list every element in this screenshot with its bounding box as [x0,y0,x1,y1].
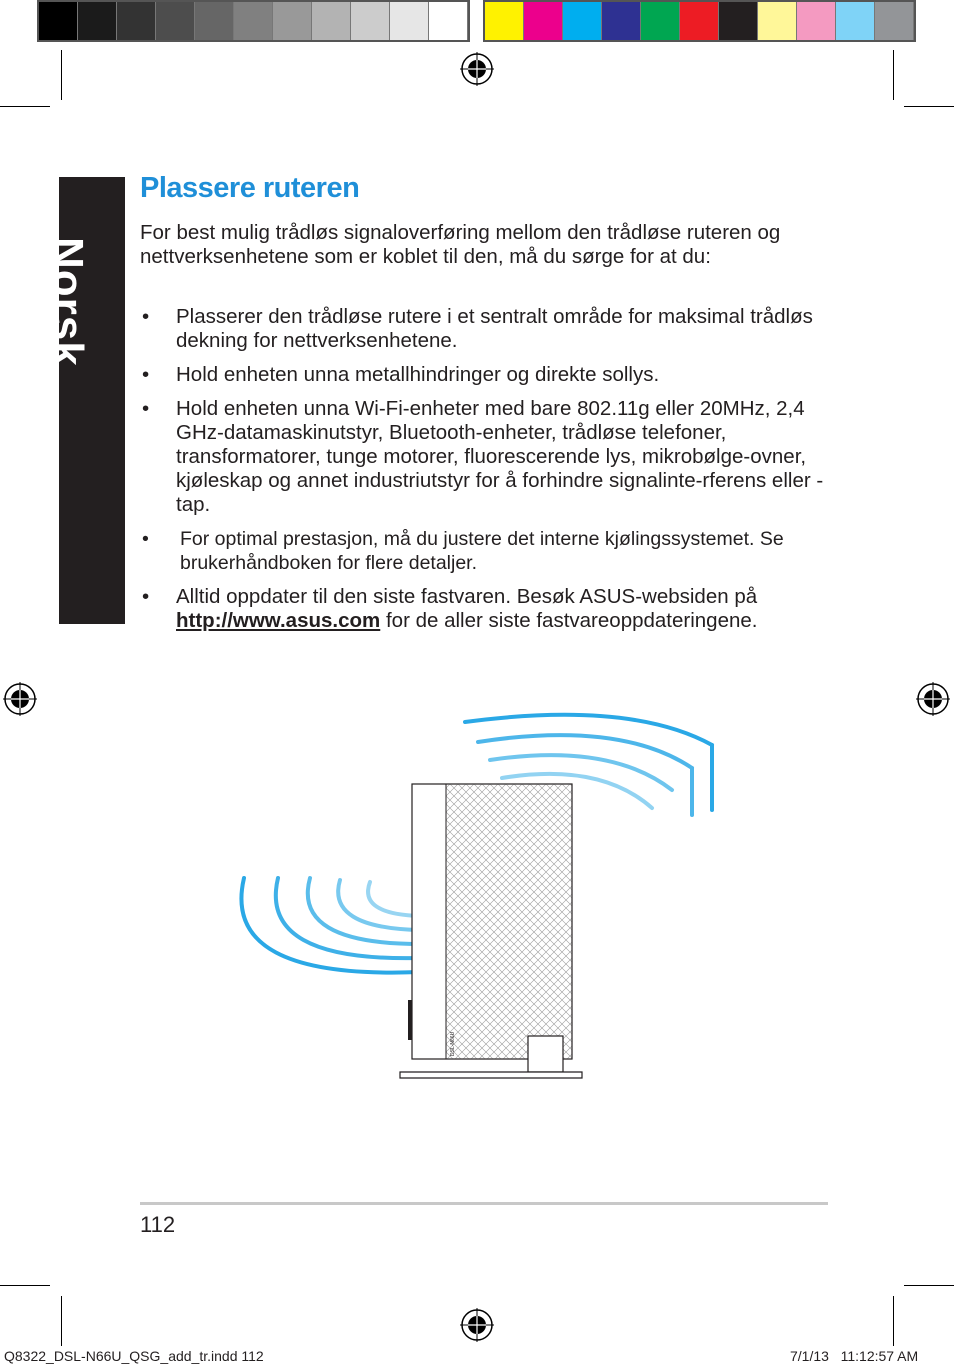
wave-arc [338,880,420,930]
wave-arc [276,878,420,958]
color-swatch [875,2,914,40]
list-item: • For optimal prestasjon, må du justere det interne kjølingssystemet. Se brukerhåndboken for flere detaljer. [142,528,784,574]
color-swatch [524,2,563,40]
color-swatch [78,2,117,40]
registration-mark-icon [460,52,494,86]
crop-mark [0,1285,50,1286]
device-model-label: DSL-N66U [450,1031,456,1056]
color-swatch [429,2,468,40]
color-swatch [602,2,641,40]
color-swatch [156,2,195,40]
crop-mark [904,106,954,107]
color-swatch [117,2,156,40]
wave-arc [478,735,692,768]
color-swatch [390,2,429,40]
print-date: 7/1/13 [790,1348,829,1364]
color-swatch [312,2,351,40]
color-swatch [563,2,602,40]
list-item: • Alltid oppdater til den siste fastvaren. Besøk ASUS-websiden på http://www.asus.com for de aller siste fastvareoppdateringene. [142,585,758,632]
print-file-slug: Q8322_DSL-N66U_QSG_add_tr.indd 112 [4,1348,264,1364]
footer-rule [140,1202,828,1205]
color-swatch [719,2,758,40]
placement-tips-list [140,305,840,643]
list-item: • Plasserer den trådløse rutere i et sentralt område for maksimal trådløs dekning for nettverksenhetene. [142,305,813,352]
color-swatch [234,2,273,40]
router-placement-illustration [230,700,730,1090]
crop-mark [893,1296,894,1346]
crop-mark [61,1296,62,1346]
color-swatch [195,2,234,40]
router-device [400,784,582,1078]
registration-mark-icon [460,1308,494,1342]
section-heading: Plassere ruteren [140,172,360,204]
registration-mark-icon [3,682,37,716]
crop-mark [904,1285,954,1286]
color-swatch [641,2,680,40]
registration-mark-icon [916,682,950,716]
color-swatch [680,2,719,40]
color-swatch [485,2,524,40]
color-swatch [797,2,836,40]
list-item: • Hold enheten unna metallhindringer og direkte sollys. [142,363,660,386]
crop-mark [61,50,62,100]
color-swatch [39,2,78,40]
color-swatch [836,2,875,40]
wifi-waves-left [241,878,420,973]
color-swatch [273,2,312,40]
language-side-tab: Norsk [59,177,125,624]
page-number: 112 [140,1212,176,1237]
intro-paragraph: For best mulig trådløs signaloverføring mellom den trådløse ruteren og nettverksenhetene som er koblet til den, må du sørge for at du: [140,221,781,268]
list-item: • Hold enheten unna Wi-Fi-enheter med bare 802.11g eller 20MHz, 2,4 GHz-datamaskinutstyr, Bluetooth-enheter, trådløse telefoner, transformatorer, tunge motorer, fluorescerende lys, mikrobølge-ovner, kjøleskap og annet industriutstyr for å forhindre signalinte-rferens eller -tap. [142,397,824,516]
crop-mark [0,106,50,107]
print-timestamp [790,1348,918,1364]
print-time: 11:12:57 AM [840,1348,919,1364]
color-swatch [758,2,797,40]
asus-website-link[interactable]: http://www.asus.com [176,609,381,632]
wave-arc [308,878,420,944]
crop-mark [893,50,894,100]
process-color-bar [483,0,916,42]
grayscale-color-bar [37,0,470,42]
color-swatch [351,2,390,40]
